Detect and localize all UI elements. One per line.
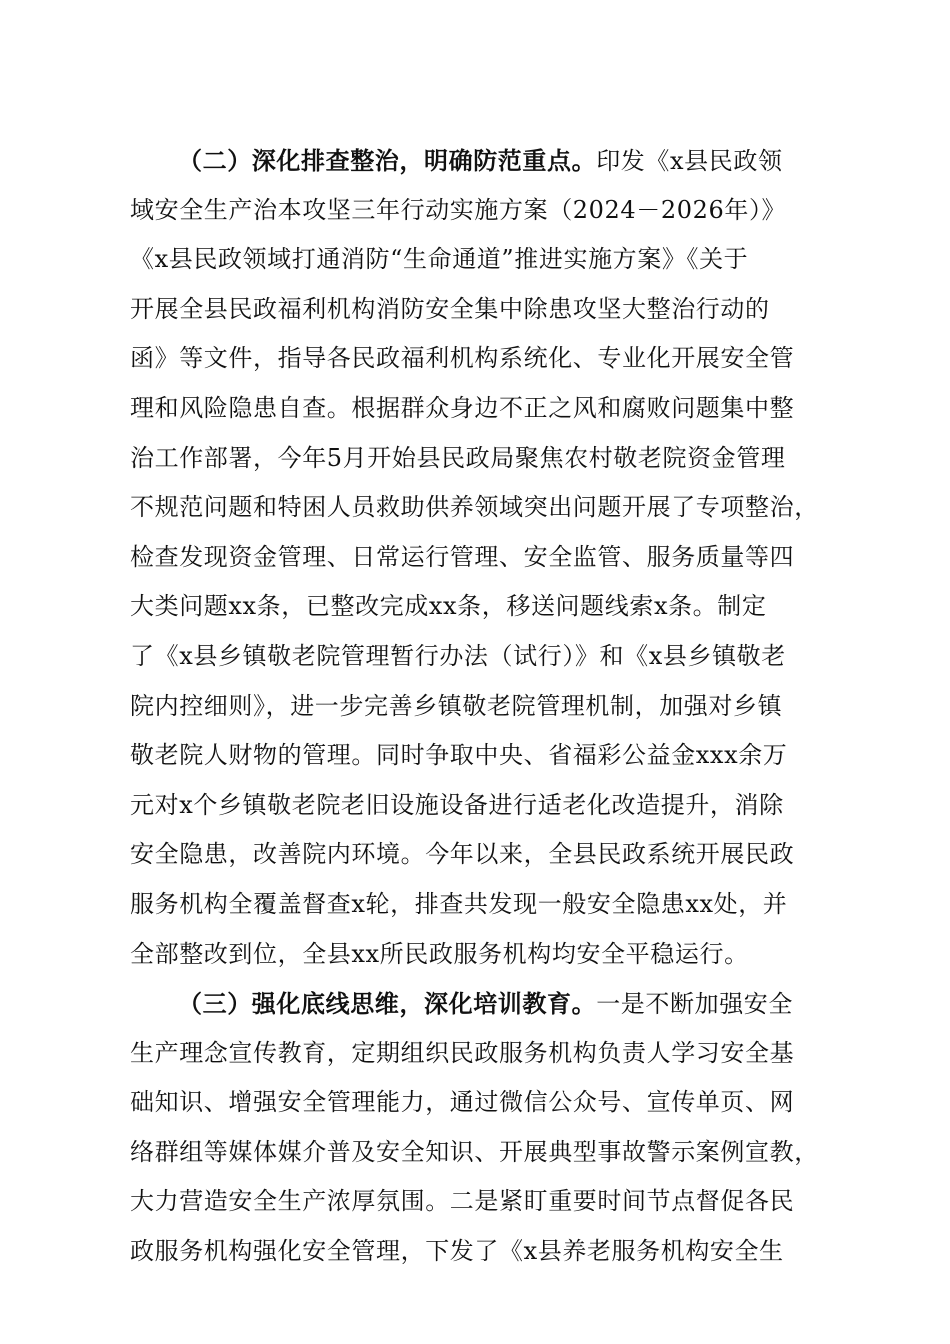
paragraph-line: 域安全生产治本攻坚三年行动实施方案（2024－2026年）》 xyxy=(130,195,787,224)
paragraph-line: 开展全县民政福利机构消防安全集中除患攻坚大整治行动的 xyxy=(130,294,770,323)
paragraph-line: 础知识、增强安全管理能力，通过微信公众号、宣传单页、网 xyxy=(130,1088,795,1117)
section-heading: （二）深化排查整治，明确防范重点。 xyxy=(178,146,597,175)
paragraph-line: 络群组等媒体媒介普及安全知识、开展典型事故警示案例宣教， xyxy=(130,1137,819,1166)
paragraph-line: 不规范问题和特困人员救助供养领域突出问题开展了专项整治， xyxy=(130,493,819,522)
paragraph-line: 全部整改到位，全县xx所民政服务机构均安全平稳运行。 xyxy=(130,939,749,968)
paragraph-line: 函》等文件，指导各民政福利机构系统化、专业化开展安全管 xyxy=(130,344,795,373)
paragraph-line: 安全隐患，改善院内环境。今年以来，全县民政系统开展民政 xyxy=(130,840,795,869)
paragraph-line: 理和风险隐患自查。根据群众身边不正之风和腐败问题集中整 xyxy=(130,393,795,422)
section-heading: （三）强化底线思维，深化培训教育。 xyxy=(178,989,597,1019)
paragraph-line: 大类问题xx条，已整改完成xx条，移送问题线索x条。制定 xyxy=(130,592,767,621)
line-text: 一是不断加强安全 xyxy=(596,990,794,1019)
paragraph-line: 治工作部署，今年5月开始县民政局聚焦农村敬老院资金管理 xyxy=(130,443,786,472)
document-body xyxy=(130,136,830,1277)
line-text: 印发《x县民政领 xyxy=(596,147,783,175)
paragraph-line: 检查发现资金管理、日常运行管理、安全监管、服务质量等四 xyxy=(130,542,795,571)
paragraph-line: 大力营造安全生产浓厚氛围。二是紧盯重要时间节点督促各民 xyxy=(130,1187,795,1216)
paragraph-line: 服务机构全覆盖督查x轮，排查共发现一般安全隐患xx处，并 xyxy=(130,889,788,918)
paragraph-section-2 xyxy=(130,136,830,979)
paragraph-line: 生产理念宣传教育，定期组织民政服务机构负责人学习安全基 xyxy=(130,1038,795,1067)
paragraph-line: 政服务机构强化安全管理，下发了《x县养老服务机构安全生 xyxy=(130,1237,784,1266)
paragraph-line xyxy=(130,136,830,186)
paragraph-line: 《x县民政领域打通消防“生命通道”推进实施方案》《关于 xyxy=(130,245,749,274)
paragraph-line: 院内控细则》，进一步完善乡镇敬老院管理机制，加强对乡镇 xyxy=(130,691,783,720)
paragraph-line: 敬老院人财物的管理。同时争取中央、省福彩公益金xxx余万 xyxy=(130,741,788,770)
paragraph-line: 元对x个乡镇敬老院老旧设施设备进行适老化改造提升，消除 xyxy=(130,790,784,819)
paragraph-section-3 xyxy=(130,979,830,1277)
paragraph-line: 了《x县乡镇敬老院管理暂行办法（试行）》和《x县乡镇敬老 xyxy=(130,641,786,670)
paragraph-line xyxy=(130,979,830,1029)
